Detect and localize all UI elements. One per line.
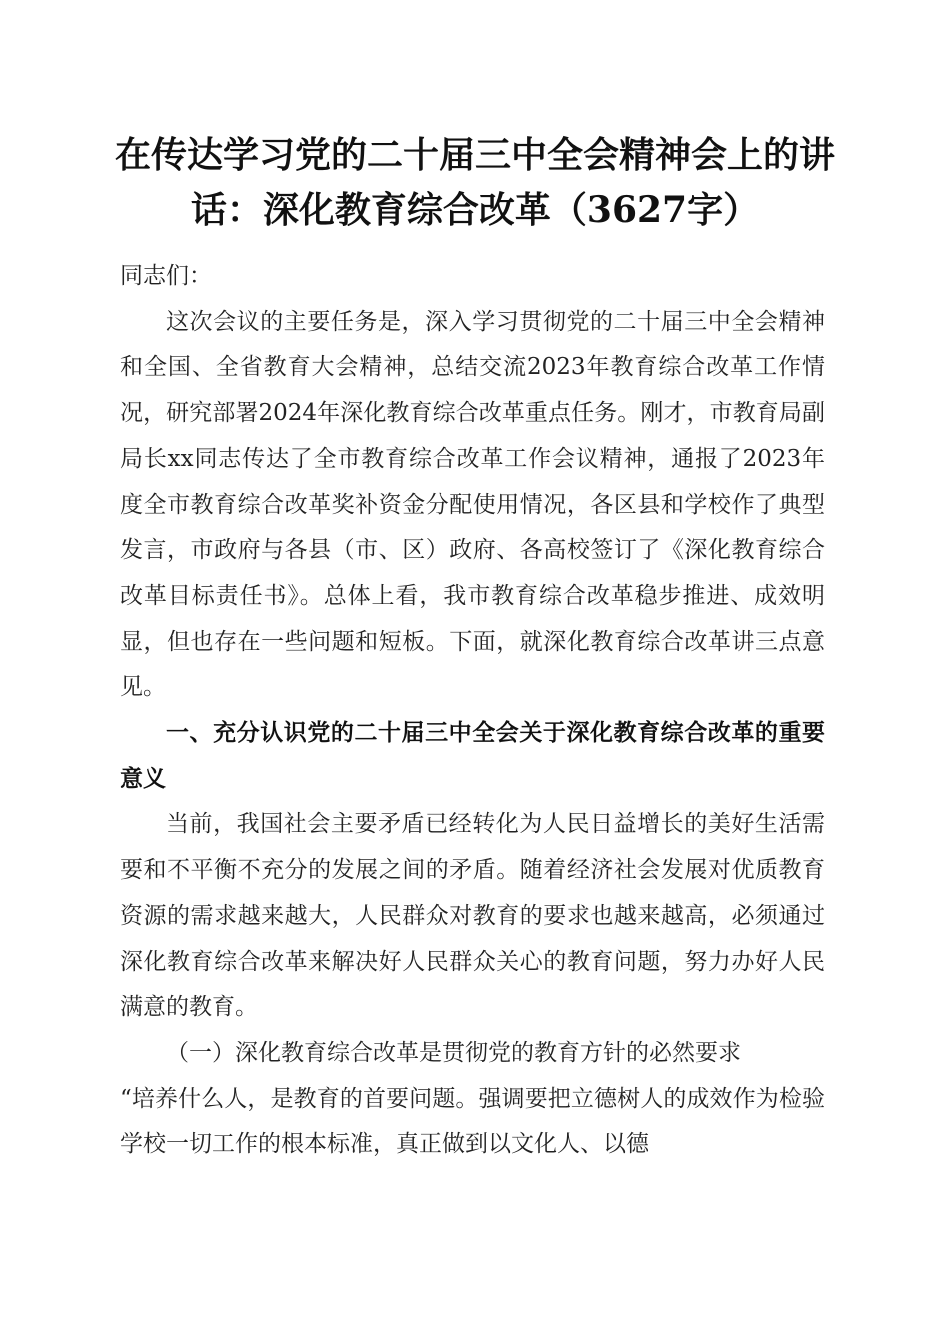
document-title: 在传达学习党的二十届三中全会精神会上的讲话：深化教育综合改革（3627字） bbox=[114, 134, 835, 231]
document-body bbox=[120, 254, 825, 1168]
intro-paragraph: 这次会议的主要任务是，深入学习贯彻党的二十届三中全会精神和全国、全省教育大会精神，总结交流2023年教育综合改革工作情况，研究部署2024年深化教育综合改革重点任务。刚才，市教育局副局长xx同志传达了全市教育综合改革工作会议精神，通报了2023年度全市教育综合改革奖补资金分配使用情况，各区县和学校作了典型发言，市政府与各县（市、区）政府、各高校签订了《深化教育综合改革目标责任书》。总体上看，我市教育综合改革稳步推进、成效明显，但也存在一些问题和短板。下面，就深化教育综合改革讲三点意见。 bbox=[120, 308, 825, 701]
salutation: 同志们： bbox=[120, 263, 212, 289]
section-heading-1: 一、充分认识党的二十届三中全会关于深化教育综合改革的重要意义 bbox=[120, 720, 825, 792]
section-1-paragraph: 当前，我国社会主要矛盾已经转化为人民日益增长的美好生活需要和不平衡不充分的发展之间的矛盾。随着经济社会发展对优质教育资源的需求越来越大，人民群众对教育的要求也越来越高，必须通过深化教育综合改革来解决好人民群众关心的教育问题，努力办好人民满意的教育。 bbox=[120, 811, 825, 1021]
subsection-heading-1: （一）深化教育综合改革是贯彻党的教育方针的必然要求 bbox=[166, 1039, 741, 1066]
subsection-1-paragraph: “培养什么人，是教育的首要问题。强调要把立德树人的成效作为检验学校一切工作的根本标准，真正做到以文化人、以德 bbox=[120, 1085, 825, 1158]
